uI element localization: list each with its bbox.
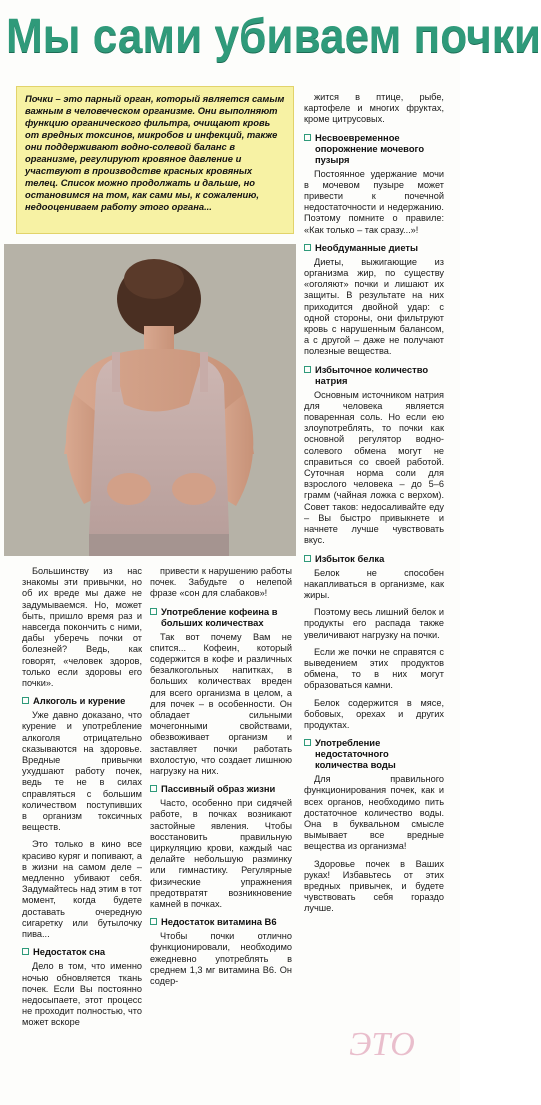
section-heading-caffeine	[150, 606, 292, 628]
left-column	[22, 566, 142, 1035]
paragraph: Большинству из нас знакомы эти привычки, но об их вреде мы даже не задумываемся. Но, может быть, пришло время раз и навсегда покончить с ними, дабы уберечь почки от болезней? Ведь, как говорят, «человек здоров, только если здоровы его почки».	[22, 566, 142, 689]
square-bullet-icon	[304, 739, 311, 746]
photo-illustration	[4, 244, 296, 556]
heading-label: Пассивный образ жизни	[161, 783, 276, 795]
svg-text:ЭТО: ЭТО	[349, 1026, 415, 1063]
paragraph: Основным источником натрия для человека является поваренная соль. Но если ею злоупотреблять, то почки как основной регулятор водно-солевого обмена могут не справиться со своей работой. Суточная норма соли для взрослого человека – до 5–6 грамм (чайная ложка с верхом). Совет таков: недосаливайте еду – Вы быстро привыкнете и начнете лучше чувствовать вкус.	[304, 389, 444, 546]
intro-text: Почки – это парный орган, который является самым важным в человеческом организме. Они выполняют функцию органического фильтра, очищают кровь от вредных токсинов, микробов и инфекций, также они поддерживают водно-солевой баланс в организме, регулируют кровяное давление и участвуют в производстве красных кровяных телец. Список можно продолжать и дальше, но остановимся на том, как сами мы, к сожалению, недооцениваем работу этого органа...	[25, 93, 285, 212]
paragraph: Если же почки не справятся с выведением этих продуктов обмена, то в них могут образоваться камни.	[304, 646, 444, 691]
paragraph: жится в птице, рыбе, картофеле и многих фруктах, кроме цитрусовых.	[304, 92, 444, 125]
section-heading-passive	[150, 783, 292, 794]
section-heading-sleep	[22, 946, 142, 957]
paragraph: Уже давно доказано, что курение и употребление алкоголя отрицательно сказываются на здоровье. Вредные привычки ухудшают работу почек, ведь те не в силах справляться с большим количеством поступивших в организм токсичных веществ.	[22, 710, 142, 833]
paragraph: Для правильного функционирования почек, как и всех органов, необходимо пить достаточное количество воды. Она в буквальном смысле вымывает все вредные вещества из организма!	[304, 774, 444, 852]
square-bullet-icon	[22, 948, 29, 955]
heading-label: Необдуманные диеты	[315, 241, 419, 253]
section-heading-b6	[150, 916, 292, 927]
paragraph: Это только в кино все красиво куряг и попивают, а в жизни на самом деле – медленно убивают себя. Задумайтесь над этим в тот момент, когда будете доставать очередную сигаретку или бутылочку пива...	[22, 839, 142, 940]
heading-label: Недостаток витамина В6	[161, 916, 277, 928]
heading-label: Недостаток сна	[33, 946, 106, 958]
heading-label: Употребление кофеина в больших количествах	[161, 605, 278, 628]
heading-label: Алкоголь и курение	[33, 695, 126, 707]
paragraph: Белок содержится в мясе, бобовых, орехах и других продуктах.	[304, 697, 444, 730]
right-column	[304, 92, 444, 921]
section-heading-diets	[304, 242, 444, 253]
paragraph: привести к нарушению работы почек. Забудьте о нелепой фразе «сон для слабаков»!	[150, 566, 292, 599]
paragraph: Часто, особенно при сидячей работе, в почках возникают застойные явления. Чтобы восстановить правильную циркуляцию крови, каждый час делайте небольшую разминку или гимнастику. Регулярные физические упражнения предотвратят возникновение камней в почках.	[150, 798, 292, 910]
paragraph: Здоровье почек в Ваших руках! Избавьтесь от этих вредных привычек, и будете чувствовать себя гораздо лучше.	[304, 858, 444, 914]
paragraph: Постоянное удержание мочи в мочевом пузыре может привести к почечной недостаточности и недержанию. Поэтому помните о правиле: «Как только – так сразу...»!	[304, 168, 444, 235]
paragraph: Так вот почему Вам не спится... Кофеин, который содержится в кофе и различных безалкогольных напитках, в больших количествах вреден для всего организма в целом, а для почек – в особенности. Он обладает сильными мочегонными свойствами, обезвоживает организм и заставляет почки работать вхолостую, что создает лишнюю нагрузку на них.	[150, 631, 292, 777]
heading-label: Избыточное количество натрия	[315, 363, 429, 386]
middle-column	[150, 566, 292, 993]
intro-box	[16, 86, 294, 234]
paragraph: Поэтому весь лишний белок и продукты его распада также увеличивают нагрузку на почки.	[304, 607, 444, 640]
article-title: Мы сами убиваем почки	[6, 10, 541, 63]
paragraph: Чтобы почки отлично функционировали, необходимо ежедневно употреблять в среднем 1,3 мг витамина В6. Он содер-	[150, 931, 292, 987]
watermark-logo-icon	[312, 1010, 452, 1082]
heading-label: Избыток белка	[315, 552, 385, 564]
square-bullet-icon	[304, 555, 311, 562]
square-bullet-icon	[22, 697, 29, 704]
heading-label: Употребление недостаточного количества воды	[315, 737, 396, 771]
section-heading-alcohol	[22, 695, 142, 706]
paragraph: Диеты, выжигающие из организма жир, по существу «оголяют» почки и лишают их защиты. В результате на них приходится двойной удар: с одной стороны, они фильтруют кровь с нарушенным балансом, а с другой – даже не получают полезные вещества.	[304, 256, 444, 357]
heading-label: Несвоевременное опорожнение мочевого пузыря	[315, 131, 425, 165]
square-bullet-icon	[304, 134, 311, 141]
square-bullet-icon	[304, 366, 311, 373]
section-heading-protein	[304, 553, 444, 564]
woman-back-pain-photo	[4, 244, 296, 556]
paragraph: Дело в том, что именно ночью обновляется ткань почек. Если Вы постоянно недосыпаете, этот процесс не проходит полностью, что может вскоре	[22, 961, 142, 1028]
square-bullet-icon	[150, 785, 157, 792]
square-bullet-icon	[304, 244, 311, 251]
section-heading-water	[304, 737, 444, 770]
section-heading-urine	[304, 132, 444, 165]
paragraph: Белок не способен накапливаться в организме, как жиры.	[304, 567, 444, 600]
section-heading-sodium	[304, 364, 444, 386]
square-bullet-icon	[150, 918, 157, 925]
square-bullet-icon	[150, 608, 157, 615]
